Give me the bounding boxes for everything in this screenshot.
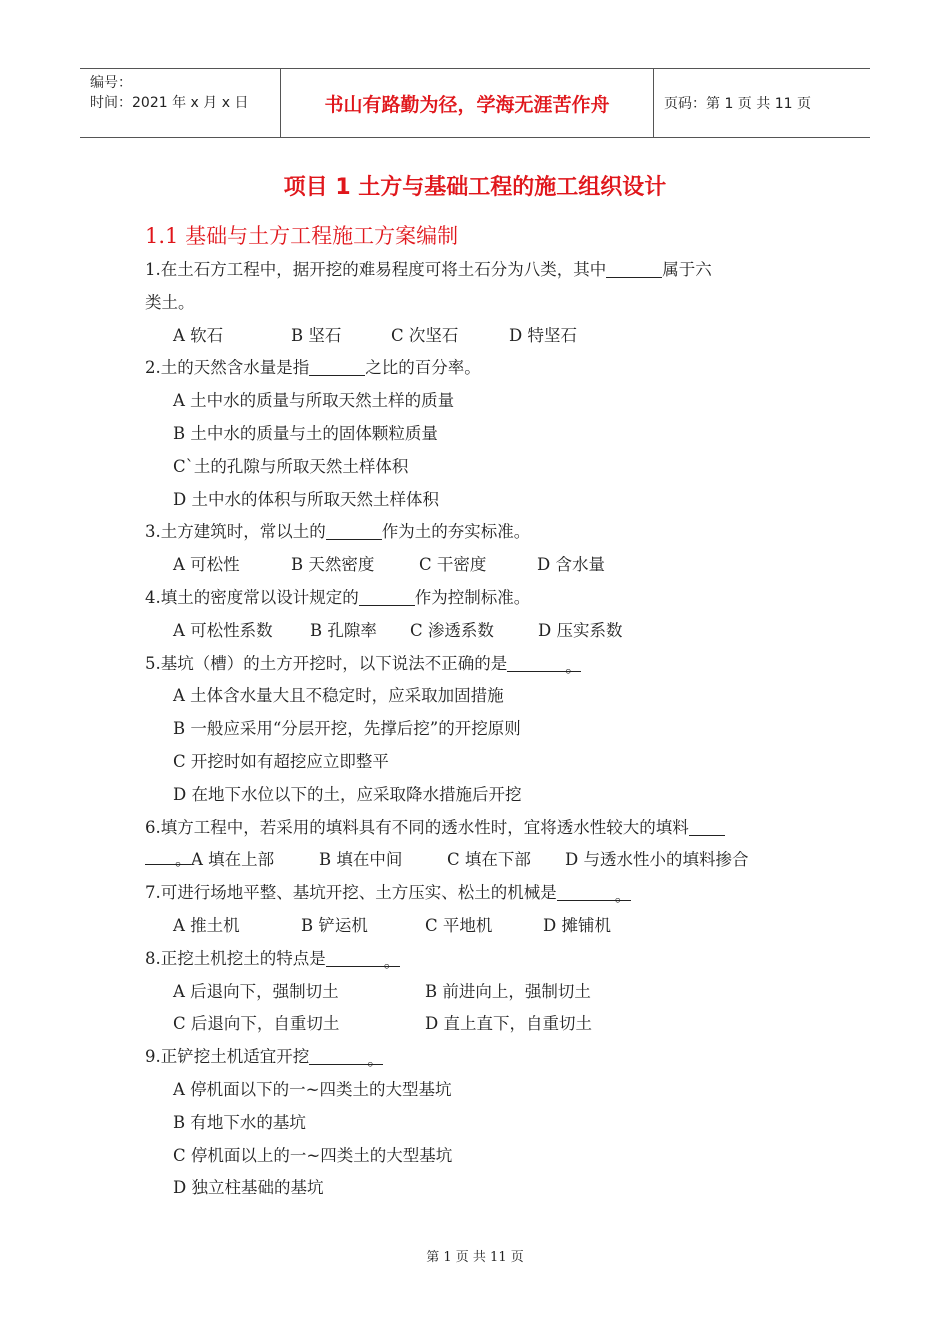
option: A 土体含水量大且不稳定时，应采取加固措施 xyxy=(173,686,504,706)
option: D 含水量 xyxy=(537,555,605,575)
option: A 软石 xyxy=(173,325,224,345)
question-1-stem-cont: 类土。 xyxy=(145,292,195,312)
answer-blank-cont: 。 xyxy=(145,844,191,865)
option: B 天然密度 xyxy=(291,555,375,575)
option: B 一般应采用“分层开挖，先撑后挖”的开挖原则 xyxy=(173,719,521,739)
question-4-options xyxy=(145,615,825,648)
answer-blank xyxy=(326,519,382,540)
option: D 与透水性小的填料掺合 xyxy=(565,850,749,870)
option: C 平地机 xyxy=(425,915,493,935)
option: A 可松性 xyxy=(173,555,240,575)
option: A 停机面以下的一~四类土的大型基坑 xyxy=(173,1079,452,1099)
option: B 有地下水的基坑 xyxy=(173,1112,306,1132)
option: A 土中水的质量与所取天然土样的质量 xyxy=(173,391,455,411)
time-label: 时间：2021 年 x 月 x 日 xyxy=(90,95,249,111)
option: B 土中水的质量与土的固体颗粒质量 xyxy=(173,423,438,443)
question-1-options xyxy=(145,320,825,353)
option: C 填在下部 xyxy=(447,850,531,870)
section-title: 1.1 基础与土方工程施工方案编制 xyxy=(145,224,459,248)
option: A 可松性系数 xyxy=(173,620,273,640)
question-1-stem: 1.在土石方工程中，据开挖的难易程度可将土石分为八类，其中 属于六 xyxy=(145,254,825,287)
option: D 摊铺机 xyxy=(543,915,611,935)
question-9-stem: 9.正铲挖土机适宜开挖 。 xyxy=(145,1041,825,1074)
option: B 填在中间 xyxy=(319,850,403,870)
question-6-options xyxy=(145,844,825,877)
question-2-stem: 2.土的天然含水量是指 之比的百分率。 xyxy=(145,352,825,385)
question-8-options-row-2 xyxy=(145,1008,825,1041)
option: B 坚石 xyxy=(291,325,342,345)
document-title: 项目 1 土方与基础工程的施工组织设计 xyxy=(283,175,667,200)
question-7-options xyxy=(145,910,825,943)
option: C 干密度 xyxy=(419,555,487,575)
answer-blank xyxy=(359,585,415,606)
option: D 压实系数 xyxy=(538,620,623,640)
option: C 后退向下，自重切土 xyxy=(173,1014,340,1034)
answer-blank xyxy=(689,815,725,836)
page-footer: 第 1 页 共 11 页 xyxy=(426,1250,524,1265)
answer-blank xyxy=(309,355,365,376)
question-6-stem: 6.填方工程中，若采用的填料具有不同的透水性时，宜将透水性较大的填料 xyxy=(145,812,825,845)
answer-blank xyxy=(606,257,662,278)
header-table xyxy=(80,68,870,138)
answer-blank: 。 xyxy=(309,1044,383,1065)
option: C 停机面以上的一~四类土的大型基坑 xyxy=(173,1145,453,1165)
question-4-stem: 4.填土的密度常以设计规定的 作为控制标准。 xyxy=(145,582,825,615)
question-8-options-row-1 xyxy=(145,976,825,1009)
option: C 渗透系数 xyxy=(410,620,494,640)
answer-blank: 。 xyxy=(507,651,581,672)
question-3-stem: 3.土方建筑时，常以土的 作为土的夯实标准。 xyxy=(145,516,825,549)
option: B 孔隙率 xyxy=(310,620,377,640)
question-7-stem: 7.可进行场地平整、基坑开挖、土方压实、松土的机械是 。 xyxy=(145,877,825,910)
option: C 开挖时如有超挖应立即整平 xyxy=(173,751,389,771)
option: B 前进向上，强制切土 xyxy=(425,981,591,1001)
header-page-info: 页码：第 1 页 共 11 页 xyxy=(664,96,811,112)
option: D 土中水的体积与所取天然土样体积 xyxy=(173,489,439,509)
question-3-options xyxy=(145,549,825,582)
question-8-stem: 8.正挖土机挖土的特点是 。 xyxy=(145,943,825,976)
option: C`土的孔隙与所取天然土样体积 xyxy=(173,456,409,476)
answer-blank: 。 xyxy=(557,880,631,901)
option: D 在地下水位以下的土，应采取降水措施后开挖 xyxy=(173,784,522,804)
option: D 特坚石 xyxy=(509,325,577,345)
header-motto: 书山有路勤为径，学海无涯苦作舟 xyxy=(280,69,654,137)
option: A 填在上部 xyxy=(191,850,275,870)
option: B 铲运机 xyxy=(301,915,368,935)
answer-blank: 。 xyxy=(326,946,400,967)
option: A 后退向下，强制切土 xyxy=(173,981,339,1001)
header-left-cell xyxy=(80,69,280,137)
option: D 直上直下，自重切土 xyxy=(425,1014,592,1034)
number-label: 编号： xyxy=(90,75,132,91)
question-list xyxy=(145,254,825,1205)
question-5-stem: 5.基坑（槽）的土方开挖时，以下说法不正确的是 。 xyxy=(145,648,825,681)
option: C 次坚石 xyxy=(391,325,459,345)
option: A 推土机 xyxy=(173,915,240,935)
option: D 独立柱基础的基坑 xyxy=(173,1178,324,1198)
